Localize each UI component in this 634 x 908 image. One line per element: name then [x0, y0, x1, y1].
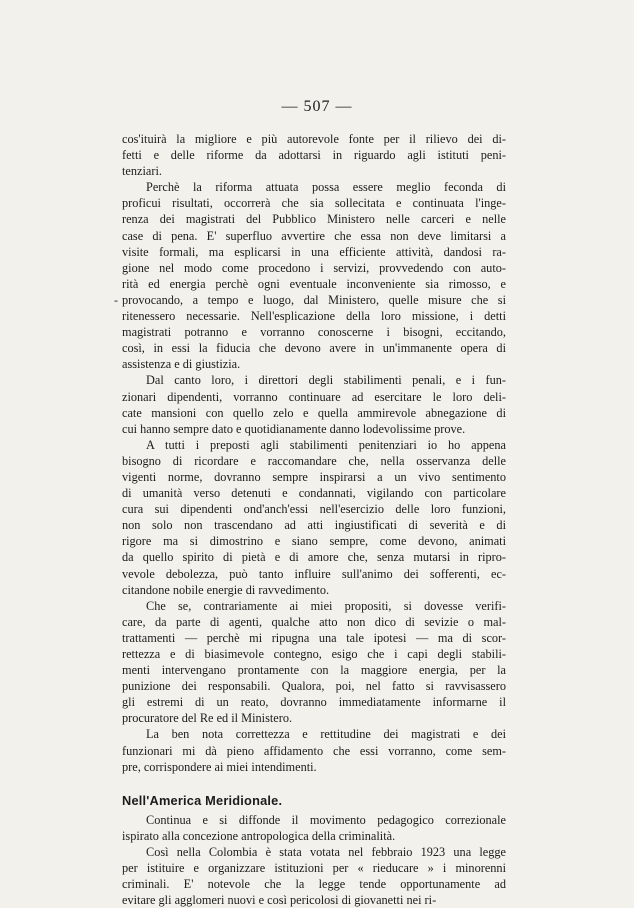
text-line: bisogno di ricordare e raccomandare che, nella osservanza delle [122, 453, 506, 468]
paragraph [122, 372, 506, 436]
text-line: vevole debolezza, può tanto influire sull'animo dei sofferenti, ec- [122, 566, 506, 581]
paragraph [122, 598, 506, 727]
text-line: La ben nota correttezza e rettitudine dei magistrati e dei [146, 727, 506, 742]
text-line: gione nel modo come procedono i servizi, provvedendo con auto- [122, 260, 506, 275]
text-line: criminali. E' notevole che la legge tende opportunamente ad [122, 877, 506, 892]
text-line: citandone nobile energie di ravvedimento. [122, 582, 330, 597]
paragraph [122, 812, 506, 844]
section-heading: Nell'America Meridionale. [122, 792, 283, 808]
text-line: pre, corrispondere ai miei intendimenti. [122, 759, 317, 774]
text-line: visite formali, ma esplicarsi in una efficiente attività, dandosi ra- [122, 244, 506, 259]
paragraph [122, 844, 506, 908]
text-line: case di pena. E' superfluo avvertire che essa non deve limitarsi a [122, 228, 506, 243]
text-line: Dal canto loro, i direttori degli stabilimenti penali, e i fun- [146, 373, 506, 388]
margin-mark: - [114, 293, 118, 307]
text-line: care, da parte di agenti, qualche atto non dico di sevizie o mal- [122, 614, 506, 629]
text-line: fetti e delle riforme da adottarsi in riguardo agli istituti peni- [122, 148, 506, 163]
text-line: renza dei magistrati del Pubblico Ministero nelle carceri e nelle [122, 212, 506, 227]
text-line: ispirato alla concezione antropologica della criminalità. [122, 828, 396, 843]
text-line: ritenessero necessarie. Nell'esplicazione della loro missione, i detti [122, 309, 506, 324]
page-number: — 507 — [281, 98, 353, 115]
text-line: cate mansioni con quello zelo e quella ammirevole abnegazione di [122, 405, 506, 420]
text-line: Così nella Colombia è stata votata nel febbraio 1923 una legge [146, 844, 506, 859]
text-line: funzionari mi dà pieno affidamento che essi vorranno, come sem- [122, 743, 506, 758]
text-line: provocando, a tempo e luogo, dal Ministero, quelle misure che si [122, 292, 506, 307]
text-line: da quello spirito di pietà e di amore che, senza mutarsi in ripro- [122, 550, 506, 565]
text-line: rettezza e di biasimevole contegno, esigo che i capi degli stabili- [122, 647, 506, 661]
text-line: gli estremi di un reato, dovranno immediatamente informarne il [122, 695, 506, 710]
text-line: trattamenti — perchè mi ripugna una tale ipotesi — ma di scor- [122, 630, 506, 645]
text-line: vigenti norme, dovranno sempre inspirarsi a un vivo sentimento [122, 469, 506, 484]
paragraph [122, 131, 506, 179]
text-line: rità ed energia perchè ogni eventuale inconveniente sia rimosso, e [122, 276, 506, 291]
text-line: assistenza e di giustizia. [122, 357, 241, 372]
paragraph [122, 179, 506, 372]
text-line: cui hanno sempre dato e quotidianamente danno lodevolissime prove. [122, 421, 466, 436]
text-line: magistrati potranno e vorranno conoscerne i bisogni, eccitando, [122, 325, 506, 340]
text-line: rigore ma si dimostrino e siano sempre, come devono, animati [122, 534, 506, 549]
text-line: tenziari. [122, 164, 162, 179]
text-line: menti intervengano prontamente con la maggiore energia, per la [122, 663, 506, 678]
text-line: Perchè la riforma attuata possa essere meglio feconda di [146, 180, 506, 195]
text-line: Continua e si diffonde il movimento pedagogico correzionale [146, 812, 506, 827]
text-line: così, in essi la fiducia che devono avere in un'immanente opera di [122, 341, 506, 356]
text-line: per istituire e organizzare istituzioni per « rieducare » i minorenni [122, 861, 506, 876]
text-line: A tutti i preposti agli stabilimenti penitenziari io ho appena [146, 437, 506, 452]
paragraph [122, 437, 506, 598]
text-line: Che se, contrariamente ai miei propositi, si dovesse verifi- [146, 598, 506, 613]
text-line: zionari dipendenti, vorranno continuare ad esercitare le loro deli- [122, 389, 506, 404]
text-line: non solo non trascendano ad atti ingiustificati di severità e di [122, 518, 506, 533]
text-line: proficui risultati, occorrerà che sia sollecitata e continuata l'inge- [122, 196, 506, 211]
text-line: punizione dei responsabili. Qualora, poi, nel fatto si ravvisassero [122, 679, 506, 694]
text-line: evitare gli agglomeri nuovi e così pericolosi di giovanetti nei ri- [122, 893, 437, 908]
text-line: cura sui dipendenti ond'anch'essi nell'esercizio delle loro funzioni, [122, 502, 506, 517]
body-text [122, 131, 506, 908]
text-line: procuratore del Re ed il Ministero. [122, 711, 293, 726]
text-line: di umanità verso detenuti e condannati, vigilando con particolare [122, 486, 506, 501]
text-line: cos'ituirà la migliore e più autorevole fonte per il rilievo dei di- [122, 132, 506, 146]
paragraph [122, 726, 506, 774]
